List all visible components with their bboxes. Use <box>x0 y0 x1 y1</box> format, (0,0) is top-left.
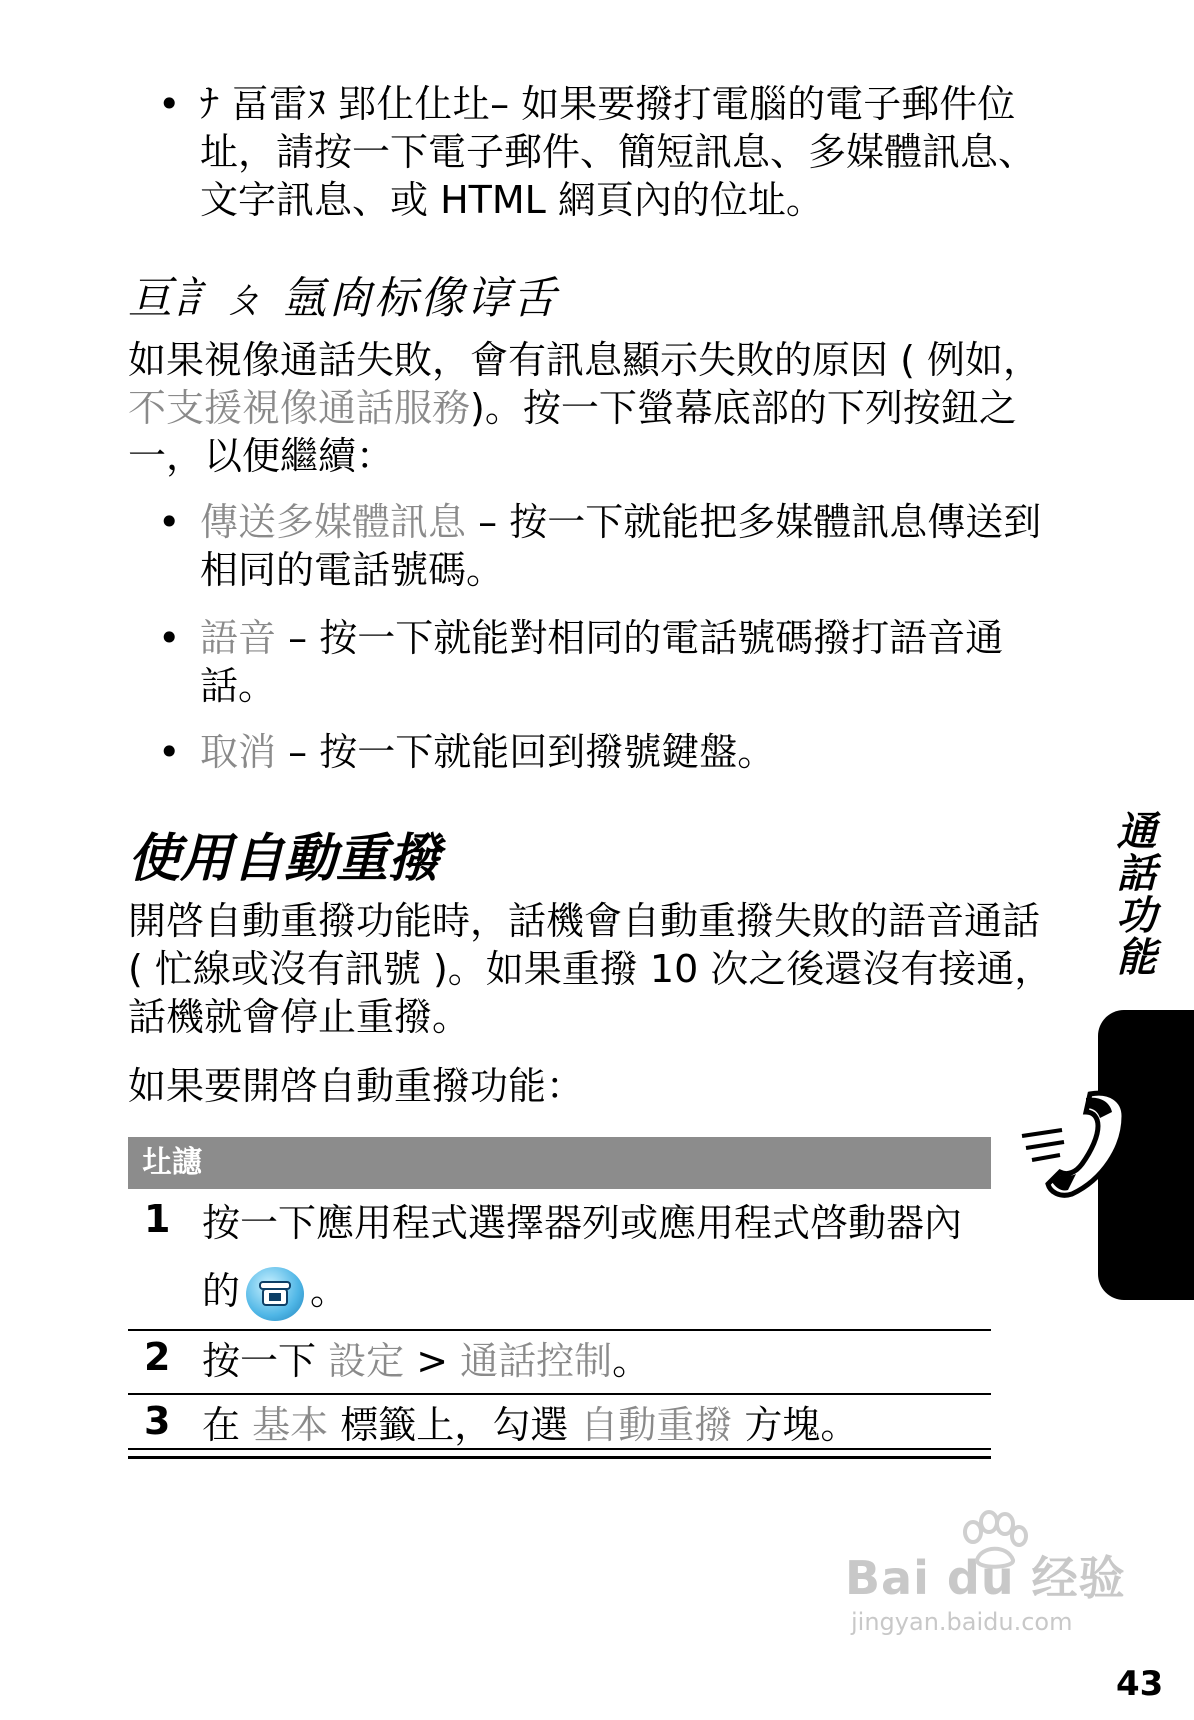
step-number: 2 <box>144 1335 171 1379</box>
video-call-failed-heading: 亘訁ㄆ 氬㕯标像谆舌 <box>128 273 558 324</box>
table-bottom-rule <box>128 1448 991 1458</box>
video-call-intro <box>128 336 1058 480</box>
bullet-dash: – <box>276 616 320 660</box>
step-text-part: 按一下應用程式選擇器列或應用程式啓動器內的 <box>202 1201 963 1313</box>
paw-icon <box>955 1510 1035 1570</box>
bullet-dot: • <box>158 82 181 126</box>
steps-table <box>128 1137 991 1459</box>
step-row-1 <box>128 1189 991 1331</box>
menu-call-control: 通話控制 <box>460 1339 613 1383</box>
step-text-end: 方塊。 <box>732 1403 859 1447</box>
watermark-brand: Bai du 经验 <box>845 1551 1126 1605</box>
intro-text-end: )。按一下螢幕底部的下列按鈕之一，以便繼續： <box>128 386 1017 478</box>
step-text <box>202 1189 991 1325</box>
option-desc-mms: 按一下就能把多媒體訊息傳送到相同的電話號碼。 <box>200 500 1042 592</box>
step-number: 1 <box>144 1197 171 1241</box>
step-text-part: 在 <box>202 1403 253 1447</box>
auto-redial-heading: 使用自動重撥 <box>128 829 441 889</box>
bullet-dash: – <box>276 730 320 774</box>
step-text-end: 。 <box>612 1339 651 1383</box>
watermark-url: jingyan.baidu.com <box>851 1608 1073 1636</box>
option-desc-voice: 按一下就能對相同的電話號碼撥打語音通話。 <box>200 616 1004 708</box>
bullet-dash: – <box>466 500 510 544</box>
intro-text: 如果視像通話失敗，會有訊息顯示失敗的原因 ( 例如， <box>128 338 1041 382</box>
page-number: 43 <box>1116 1664 1164 1704</box>
bullet-dash: – <box>490 82 510 126</box>
option-label-voice: 語音 <box>200 616 277 660</box>
phone-icon <box>1020 1088 1140 1202</box>
option-bullet-cancel <box>128 728 1058 776</box>
step-number: 3 <box>144 1399 171 1443</box>
intro-error-example: 不支援視像通話服務 <box>128 386 471 430</box>
step-row-2 <box>128 1331 991 1395</box>
step-text-end: 。 <box>310 1269 349 1313</box>
phone-icon <box>259 1281 291 1307</box>
bullet-dot: • <box>158 616 181 660</box>
bullet-dot: • <box>158 500 181 544</box>
auto-redial-description: 開啓自動重撥功能時，話機會自動重撥失敗的語音通話 ( 忙線或沒有訊號 )。如果重撥 10 次之後還沒有接通，話機就會停止重撥。 <box>128 899 1053 1039</box>
bullet-text <box>200 80 1058 224</box>
option-label-mms: 傳送多媒體訊息 <box>200 500 467 544</box>
option-desc-cancel: 按一下就能回到撥號鍵盤。 <box>319 730 776 774</box>
tab-basic: 基本 <box>252 1403 329 1447</box>
checkbox-auto-redial: 自動重撥 <box>580 1403 733 1447</box>
option-label-cancel: 取消 <box>200 730 277 774</box>
auto-redial-instruction: 如果要開啓自動重撥功能： <box>128 1064 585 1108</box>
step-text <box>202 1395 991 1455</box>
step-separator: > <box>404 1339 461 1383</box>
email-address-bullet <box>128 80 1058 224</box>
baidu-watermark <box>845 1542 1126 1636</box>
option-bullet-voice <box>128 614 1058 710</box>
chapter-side-label: 通話功能 <box>1110 810 1156 978</box>
step-text <box>202 1331 991 1391</box>
garbled-term: ﾅ 畐雷ﾇ 郢仩仩圵 <box>200 82 491 126</box>
menu-settings: 設定 <box>328 1339 405 1383</box>
bullet-body: 如果要撥打電腦的電子郵件位址，請按一下電子郵件、簡短訊息、多媒體訊息、文字訊息、或 HTML 網頁內的位址。 <box>200 82 1037 222</box>
phone-app-button[interactable] <box>246 1267 304 1321</box>
bullet-dot: • <box>158 730 181 774</box>
step-text-part: 按一下 <box>202 1339 329 1383</box>
step-text-middle: 標籤上，勾選 <box>328 1403 581 1447</box>
option-bullet-mms <box>128 498 1058 594</box>
steps-header: 圵䜢 <box>128 1137 991 1189</box>
